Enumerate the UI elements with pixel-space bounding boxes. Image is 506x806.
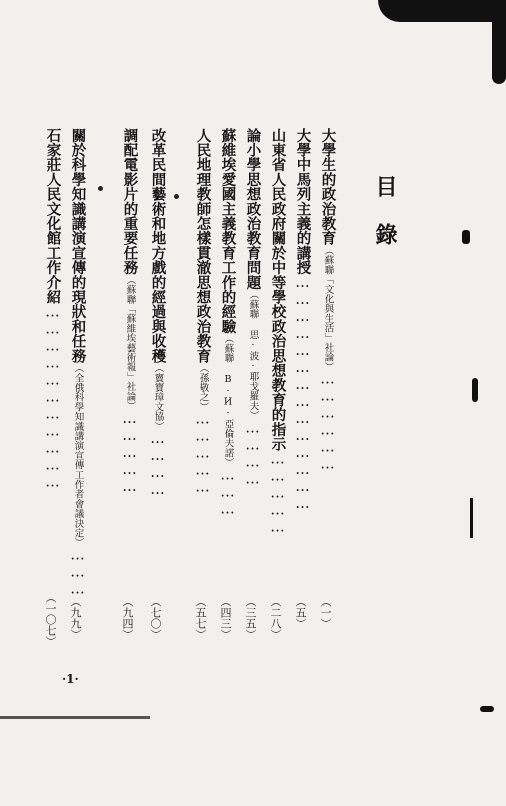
toc-entry-source: （蘇聯 В·И·亞倫夫諾） bbox=[222, 333, 234, 468]
toc-entry-page: （五七） bbox=[194, 596, 207, 640]
toc-entry-page: （九四） bbox=[121, 596, 134, 640]
toc-entry-source: （蘇聯「文化與生活」社論） bbox=[322, 245, 334, 372]
toc-entry-heading: 大學生的政治教育 bbox=[319, 128, 337, 246]
toc-entry-heading: 蘇維埃愛國主義教育工作的經驗 bbox=[219, 128, 237, 334]
toc-entry-leader: ……………… bbox=[319, 371, 336, 474]
toc-entry-title bbox=[220, 128, 235, 518]
toc-entry-page: （七〇） bbox=[149, 596, 162, 640]
toc-entry-source: （蘇聯「蘇維埃藝術報」社論） bbox=[124, 275, 136, 411]
toc-entry-source: （孫敬之） bbox=[197, 363, 209, 412]
toc-entry-leader: ………… bbox=[244, 420, 261, 489]
toc-entry-title bbox=[245, 128, 260, 488]
toc-entry-heading: 關於科學知識講演宣傳的現狀和任務 bbox=[69, 128, 87, 364]
toc-entry-leader: ……… bbox=[219, 467, 236, 519]
toc-entry-title bbox=[320, 128, 335, 474]
toc-entry-leader: …………………………………… bbox=[294, 275, 311, 513]
toc-entry-heading: 論小學思想政治教育問題 bbox=[244, 128, 262, 290]
toc-entry-title bbox=[45, 128, 60, 491]
toc-entry-page: （三五） bbox=[244, 596, 257, 640]
toc-entry-page: （一〇七） bbox=[44, 592, 57, 647]
toc-entry-leader: …………… bbox=[194, 411, 211, 497]
scan-smudge-edge bbox=[492, 14, 506, 84]
toc-entry-title bbox=[150, 128, 165, 499]
scan-smudge-top bbox=[378, 0, 506, 22]
toc-entry-title bbox=[295, 128, 310, 513]
toc-entry-source: （蘇聯 思·波·耶戈羅夫） bbox=[247, 289, 259, 421]
toc-entry-heading: 石家莊人民文化館工作介紹 bbox=[44, 128, 62, 305]
toc-entry-title bbox=[270, 128, 285, 536]
toc-entry-heading: 山東省人民政府關於中等學校政治思想教育的指示 bbox=[269, 128, 287, 452]
toc-entry-page: （四三） bbox=[219, 596, 232, 640]
scan-mark-4 bbox=[0, 716, 150, 719]
page-number: ·1· bbox=[62, 672, 79, 686]
toc-entry-heading: 調配電影片的重要任務 bbox=[121, 128, 139, 275]
toc-entry-leader: …………………………… bbox=[44, 304, 61, 492]
toc-entry-page: （二八） bbox=[269, 596, 282, 640]
separator-dot bbox=[174, 194, 179, 199]
scan-mark-1 bbox=[462, 230, 470, 244]
toc-entry-heading: 人民地理教師怎樣貫澈思想政治教育 bbox=[194, 128, 212, 364]
toc-entry-leader: …………… bbox=[121, 410, 138, 496]
scan-mark-3 bbox=[470, 498, 473, 538]
scan-mark-5 bbox=[480, 706, 494, 712]
toc-entry-heading: 改革民間藝術和地方戲的經過與收穫 bbox=[149, 128, 167, 364]
scan-mark-2 bbox=[472, 378, 478, 402]
toc-entry-title bbox=[122, 128, 137, 496]
toc-entry-page: （五） bbox=[294, 596, 307, 629]
toc-entry-page: （一） bbox=[319, 596, 332, 629]
toc-entry-heading: 大學中馬列主義的講授 bbox=[294, 128, 312, 275]
toc-entry-source: （全俄科學知識講演宣傳工作者會議決定） bbox=[72, 363, 84, 548]
page-title: 目錄 bbox=[372, 175, 398, 271]
toc-entry-title bbox=[70, 128, 85, 599]
toc-entry-leader: ………… bbox=[149, 431, 166, 500]
toc-entry-source: （竇寶璋文協） bbox=[152, 363, 164, 432]
toc-entry-page: （九九） bbox=[69, 596, 82, 640]
toc-entry-title bbox=[195, 128, 210, 497]
separator-dot bbox=[98, 186, 103, 191]
toc-entry-leader: ……… bbox=[69, 547, 86, 599]
toc-entry-leader: …………… bbox=[269, 451, 286, 537]
